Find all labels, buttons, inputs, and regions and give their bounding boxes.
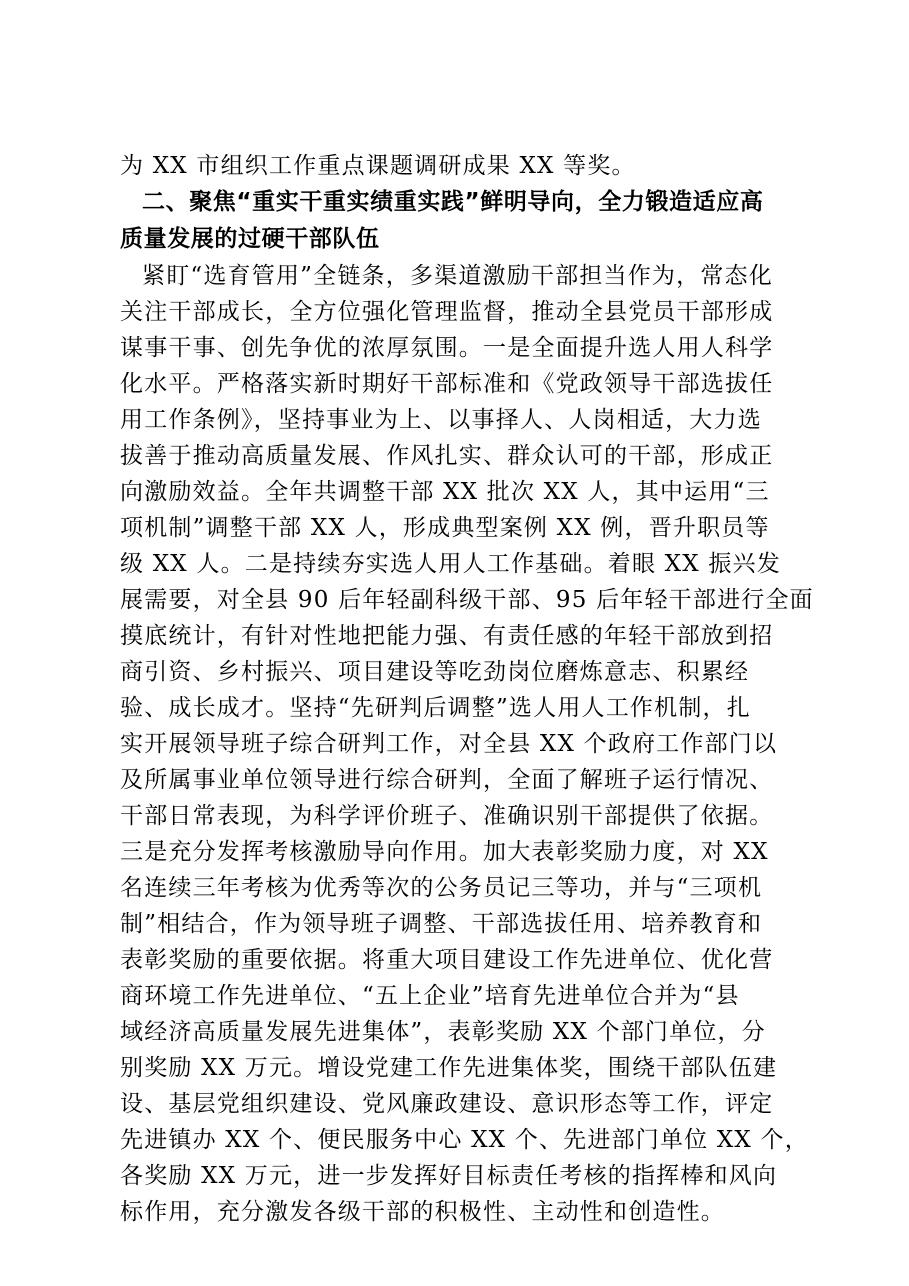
paragraph-line: 关注干部成长，全方位强化管理监督，推动全县党员干部形成 [120,299,774,325]
paragraph-line: 拔善于推动高质量发展、作风扎实、群众认可的干部，形成正 [120,443,774,469]
paragraph-line: 商引资、乡村振兴、项目建设等吃劲岗位磨炼意志、积累经 [120,659,750,685]
paragraph-line: 干部日常表现，为科学评价班子、准确识别干部提供了依据。 [120,803,774,829]
paragraph-line: 项机制”调整干部 XX 人，形成典型案例 XX 例，晋升职员等 [120,515,770,541]
paragraph-line: 及所属事业单位领导进行综合研判，全面了解班子运行情况、 [120,767,774,793]
paragraph-line: 紧盯“选育管用”全链条，多渠道激励干部担当作为，常态化 [142,263,773,289]
paragraph-line: 三是充分发挥考核激励导向作用。加大表彰奖励力度，对 XX [120,839,769,865]
paragraph-line: 谋事干事、创先争优的浓厚氛围。一是全面提升选人用人科学 [120,335,774,361]
paragraph-line: 向激励效益。全年共调整干部 XX 批次 XX 人，其中运用“三 [120,479,770,505]
paragraph-line: 用工作条例》，坚持事业为上、以事择人、人岗相适，大力选 [120,407,762,433]
paragraph-line: 先进镇办 XX 个、便民服务中心 XX 个、先进部门单位 XX 个， [120,1127,809,1153]
section-heading-line: 二、聚焦“重实干重实绩重实践”鲜明导向，全力锻造适应高 [142,189,764,215]
section-heading-line: 质量发展的过硬干部队伍 [120,226,380,252]
paragraph-line: 级 XX 人。二是持续夯实选人用人工作基础。着眼 XX 振兴发 [120,551,781,577]
paragraph-line: 实开展领导班子综合研判工作，对全县 XX 个政府工作部门以 [120,731,778,757]
paragraph-line: 化水平。严格落实新时期好干部标准和《党政领导干部选拔任 [120,371,774,397]
paragraph-line: 域经济高质量发展先进集体”，表彰奖励 XX 个部门单位，分 [120,1019,766,1045]
paragraph-line: 商环境工作先进单位、“五上企业”培育先进单位合并为“县 [120,983,740,1009]
paragraph-line: 为 XX 市组织工作重点课题调研成果 XX 等奖。 [120,153,636,179]
paragraph-line: 摸底统计，有针对性地把能力强、有责任感的年轻干部放到招 [120,623,774,649]
paragraph-line: 验、成长成才。坚持“先研判后调整”选人用人工作机制，扎 [120,695,751,721]
document-body [120,148,814,1230]
paragraph-line: 表彰奖励的重要依据。将重大项目建设工作先进单位、优化营 [120,947,774,973]
paragraph-line: 别奖励 XX 万元。增设党建工作先进集体奖，围绕干部队伍建 [120,1055,778,1081]
paragraph-line: 各奖励 XX 万元，进一步发挥好目标责任考核的指挥棒和风向 [120,1163,778,1189]
paragraph-line: 制”相结合，作为领导班子调整、干部选拔任用、培养教育和 [120,911,763,937]
paragraph-line: 名连续三年考核为优秀等次的公务员记三等功，并与“三项机 [120,875,763,901]
paragraph-line: 标作用，充分激发各级干部的积极性、主动性和创造性。 [120,1199,725,1225]
paragraph-line: 展需要，对全县 90 后年轻副科级干部、95 后年轻干部进行全面 [120,587,814,613]
paragraph-line: 设、基层党组织建设、党风廉政建设、意识形态等工作，评定 [120,1091,774,1117]
